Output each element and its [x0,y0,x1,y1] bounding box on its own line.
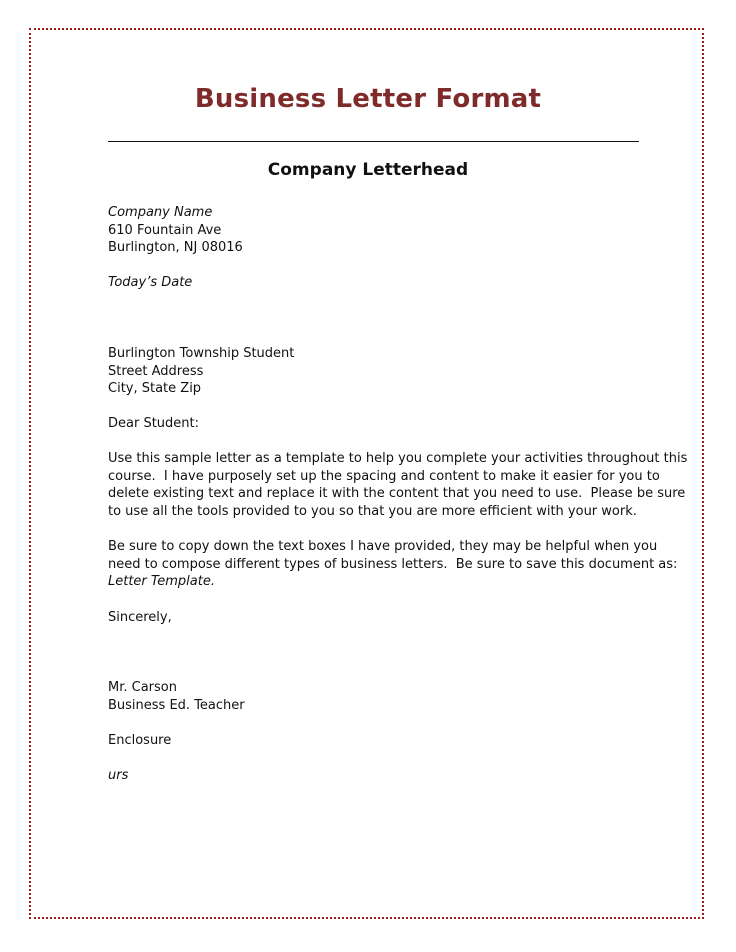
letterhead-heading: Company Letterhead [267,160,469,180]
recipient-name: Burlington Township Student [108,346,295,361]
initials-text: urs [108,768,129,783]
paragraph-2-line: need to compose different types of business letters. Be sure to save this document as: [108,556,678,572]
closing [108,609,638,627]
salutation-text: Dear Student: [108,416,200,431]
document-title: Business Letter Format [194,84,542,114]
signer-title: Business Ed. Teacher [108,697,245,713]
recipient-address [108,345,638,398]
enclosure-text: Enclosure [108,733,172,748]
sender-city-state-zip: Burlington, NJ 08016 [108,240,243,256]
paragraph-2-filename: Letter Template. [108,574,215,590]
recipient-city-state-zip: City, State Zip [108,381,202,397]
letter-date [108,274,638,292]
sender-street: 610 Fountain Ave [108,222,222,238]
paragraph-1-line: Use this sample letter as a template to help you complete your activities throughout this [108,451,688,466]
title-divider [108,141,639,142]
signature-block [108,679,638,714]
enclosure-notation [108,732,638,750]
paragraph-1-line: delete existing text and replace it with the content that you need to use. Please be sure [108,486,686,502]
closing-text: Sincerely, [108,610,172,625]
salutation [108,415,638,433]
sender-address [108,204,638,257]
paragraph-1-line: course. I have purposely set up the spacing and content to make it easier for you to [108,468,660,484]
recipient-street: Street Address [108,363,204,379]
date-text: Today’s Date [108,275,193,290]
paragraph-1-line: to use all the tools provided to you so that you are more efficient with your work. [108,503,637,519]
signer-name: Mr. Carson [108,680,177,695]
reference-initials [108,767,638,785]
body-paragraph-2 [108,538,678,591]
paragraph-2-line: Be sure to copy down the text boxes I have provided, they may be helpful when you [108,539,658,554]
body-paragraph-1 [108,450,688,520]
sender-company-name: Company Name [108,205,213,220]
